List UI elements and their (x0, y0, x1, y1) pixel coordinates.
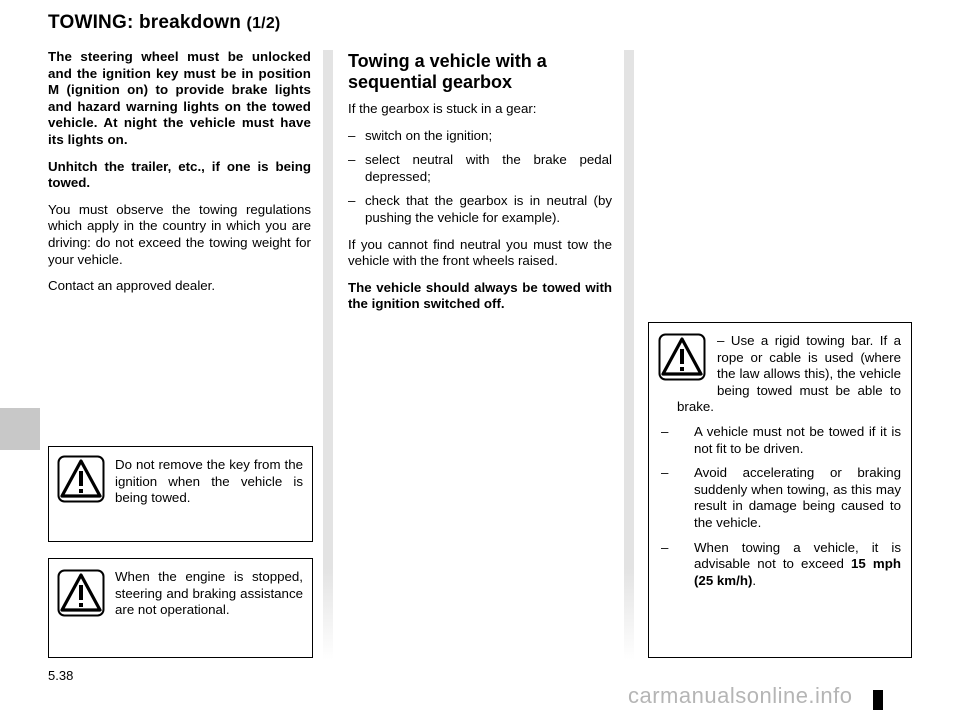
neutral-note: If you cannot find neutral you must tow the vehicle with the front wheels raised. (348, 236, 612, 269)
ignition-off-note: The vehicle should always be towed with the ignition switched off. (348, 279, 612, 312)
accelerating-text: Avoid accelerating or braking suddenly when towing, as this may result in damage being caused to the vehicle. (694, 465, 901, 530)
speed-limit-value: 15 mph (25 km/h) (694, 556, 901, 588)
ignition-paragraph: The steering wheel must be unlocked and the ignition key must be in position M (ignition on) to provide brake lights and hazard warning lights on the towed vehicle. At night the vehicle must have its lights on. (48, 49, 311, 147)
warning-engine-text: When the engine is stopped, steering and braking assistance are not operational. (115, 569, 303, 618)
warning-triangle-icon (57, 569, 105, 617)
column-divider-left (323, 50, 333, 660)
dealer-paragraph: Contact an approved dealer. (48, 278, 216, 294)
list-item: – A vehicle must not be towed if it is not fit to be driven. (661, 423, 901, 456)
list-item: – Avoid accelerating or braking suddenly when towing, as this may result in damage being caused to the vehicle. (661, 465, 901, 530)
page-title-text: TOWING: breakdown (48, 12, 242, 33)
middle-column (348, 51, 612, 323)
watermark: carmanualsonline.info (628, 683, 853, 708)
towing-bar-text: Use a rigid towing bar. If a rope or cable is used (where the law allows this), the vehicle being towed must be able to brake. (677, 333, 902, 415)
warning-box-key (48, 446, 313, 542)
speed-limit-suffix: . (752, 572, 757, 588)
gearbox-intro: If the gearbox is stuck in a gear: (348, 101, 537, 116)
list-item: – Use a rigid towing bar. If a rope or cable is used (where the law allows this), the vehicle being towed must be able to brake. (677, 333, 902, 415)
page-number: 5.38 (48, 668, 74, 683)
gearbox-steps (348, 128, 612, 227)
warning-towing-list (661, 333, 902, 589)
list-item: – check that the gearbox is in neutral (by pushing the vehicle for example). (348, 193, 612, 226)
column-divider-right (624, 50, 634, 660)
page-title-part: (1/2) (246, 15, 281, 32)
list-item: – select neutral with the brake pedal depressed; (348, 152, 612, 185)
speed-limit-text (677, 540, 901, 590)
warning-key-text: Do not remove the key from the ignition when the vehicle is being towed. (115, 457, 303, 506)
section-heading: Towing a vehicle with a sequential gearbox (348, 51, 547, 92)
fit-to-drive-text: A vehicle must not be towed if it is not fit to be driven. (694, 423, 901, 456)
trailer-paragraph: Unhitch the trailer, etc., if one is being towed. (48, 158, 311, 191)
warning-box-engine (48, 558, 313, 658)
speed-limit-prefix: When towing a vehicle, it is advisable not to exceed (694, 539, 901, 572)
list-item: – When towing a vehicle, it is advisable not to exceed 15 mph (25 km/h). (661, 539, 901, 588)
warning-triangle-icon (57, 455, 105, 503)
regulations-paragraph: You must observe the towing regulations which apply in the country in which you are driving: do not exceed the towing weight for your vehicle. (48, 201, 311, 267)
chapter-tab (0, 408, 40, 450)
list-item: – switch on the ignition; (348, 128, 612, 145)
page-title (48, 12, 280, 34)
left-column (48, 49, 311, 305)
page-corner-mark (873, 690, 883, 710)
warning-box-towing (648, 322, 912, 658)
